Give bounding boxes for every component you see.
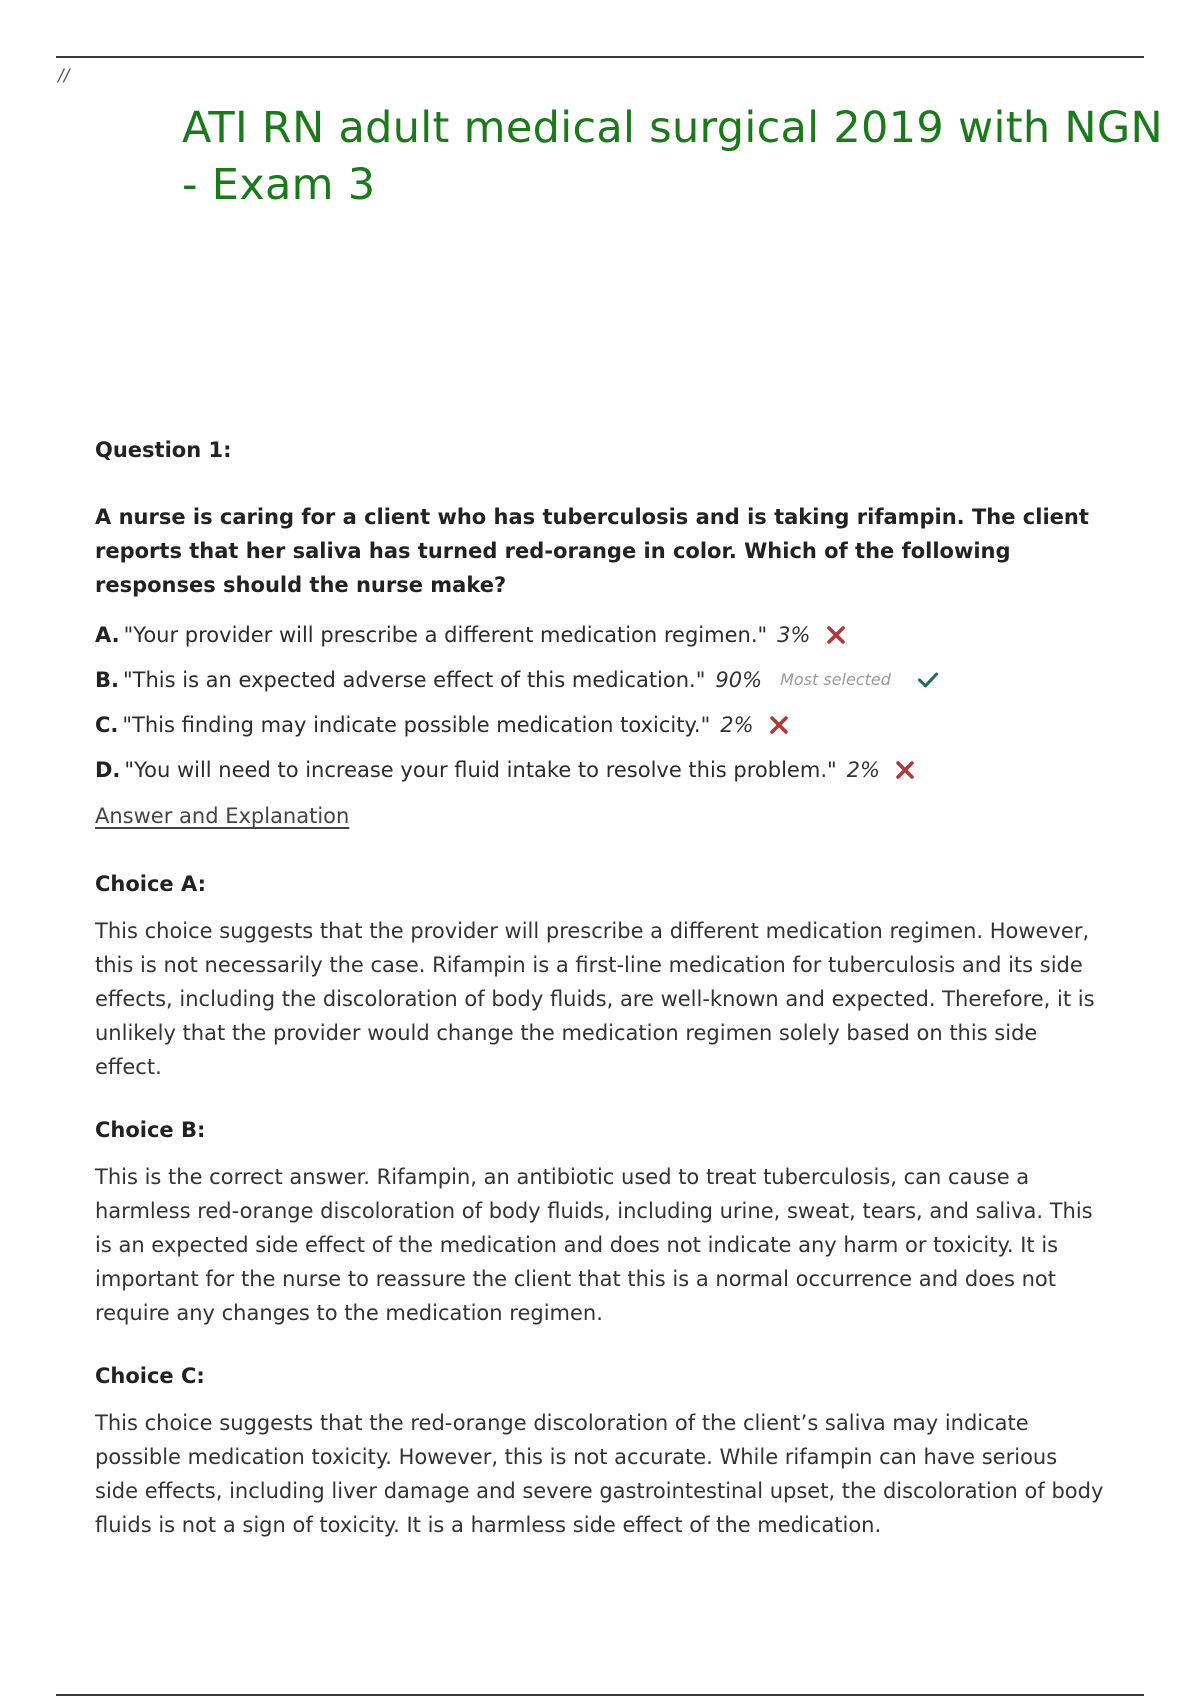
option-text: "This finding may indicate possible medication toxicity." [122, 712, 711, 737]
document-title: ATI RN adult medical surgical 2019 with NGN - Exam 3 [182, 103, 1163, 210]
explanation-choice-a [95, 872, 1115, 1084]
most-selected-label: Most selected [780, 670, 891, 689]
option-text: "You will need to increase your fluid intake to resolve this problem." [124, 757, 837, 782]
option-percent: 90% [715, 667, 763, 692]
question-heading: Question 1: [95, 438, 232, 462]
page-marker: // [58, 66, 70, 86]
check-icon [917, 669, 939, 691]
option-percent: 2% [846, 757, 880, 782]
answer-and-explanation-link[interactable]: Answer and Explanation [95, 804, 350, 828]
option-c[interactable] [95, 702, 1115, 747]
choice-explanation: This choice suggests that the provider will prescribe a different medication regimen. However, this is not necessarily the case. Rifampin is a first-line medication for tuberculosis and its side effects, including the discoloration of body fluids, are well-known and expected. Therefore, it is unlikely that the provider would change the medication regimen solely based on this side effect. [95, 919, 1095, 1079]
choice-heading: Choice A: [95, 872, 207, 896]
option-text: "This is an expected adverse effect of this medication." [122, 667, 706, 692]
answer-options [95, 612, 1115, 792]
cross-icon [825, 624, 847, 646]
option-letter: B. [95, 667, 119, 692]
option-letter: C. [95, 712, 119, 737]
option-d[interactable] [95, 747, 1115, 792]
option-percent: 3% [777, 622, 811, 647]
choice-heading: Choice C: [95, 1364, 205, 1388]
choice-explanation: This is the correct answer. Rifampin, an antibiotic used to treat tuberculosis, can cause a harmless red-orange discoloration of body fluids, including urine, sweat, tears, and saliva. This is an expected side effect of the medication and does not indicate any harm or toxicity. It is important for the nurse to reassure the client that this is a normal occurrence and does not require any changes to the medication regimen. [95, 1165, 1093, 1325]
cross-icon [894, 759, 916, 781]
choice-explanation: This choice suggests that the red-orange discoloration of the client’s saliva may indicate possible medication toxicity. However, this is not accurate. While rifampin can have serious side effects, including liver damage and severe gastrointestinal upset, the discoloration of body fluids is not a sign of toxicity. It is a harmless side effect of the medication. [95, 1411, 1104, 1537]
question-text: A nurse is caring for a client who has tuberculosis and is taking rifampin. The client reports that her saliva has turned red-orange in color. Which of the following responses should the nurse make? [95, 505, 1089, 597]
option-text: "Your provider will prescribe a different medication regimen." [123, 622, 768, 647]
top-rule [56, 56, 1144, 58]
option-percent: 2% [720, 712, 754, 737]
explanation-choice-b [95, 1118, 1115, 1330]
option-letter: A. [95, 622, 120, 647]
choice-heading: Choice B: [95, 1118, 206, 1142]
bottom-rule [56, 1694, 1144, 1696]
option-a[interactable] [95, 612, 1115, 657]
option-letter: D. [95, 757, 121, 782]
question-section [95, 438, 1115, 1542]
option-b[interactable] [95, 657, 1115, 702]
cross-icon [768, 714, 790, 736]
explanation-choice-c [95, 1364, 1115, 1542]
